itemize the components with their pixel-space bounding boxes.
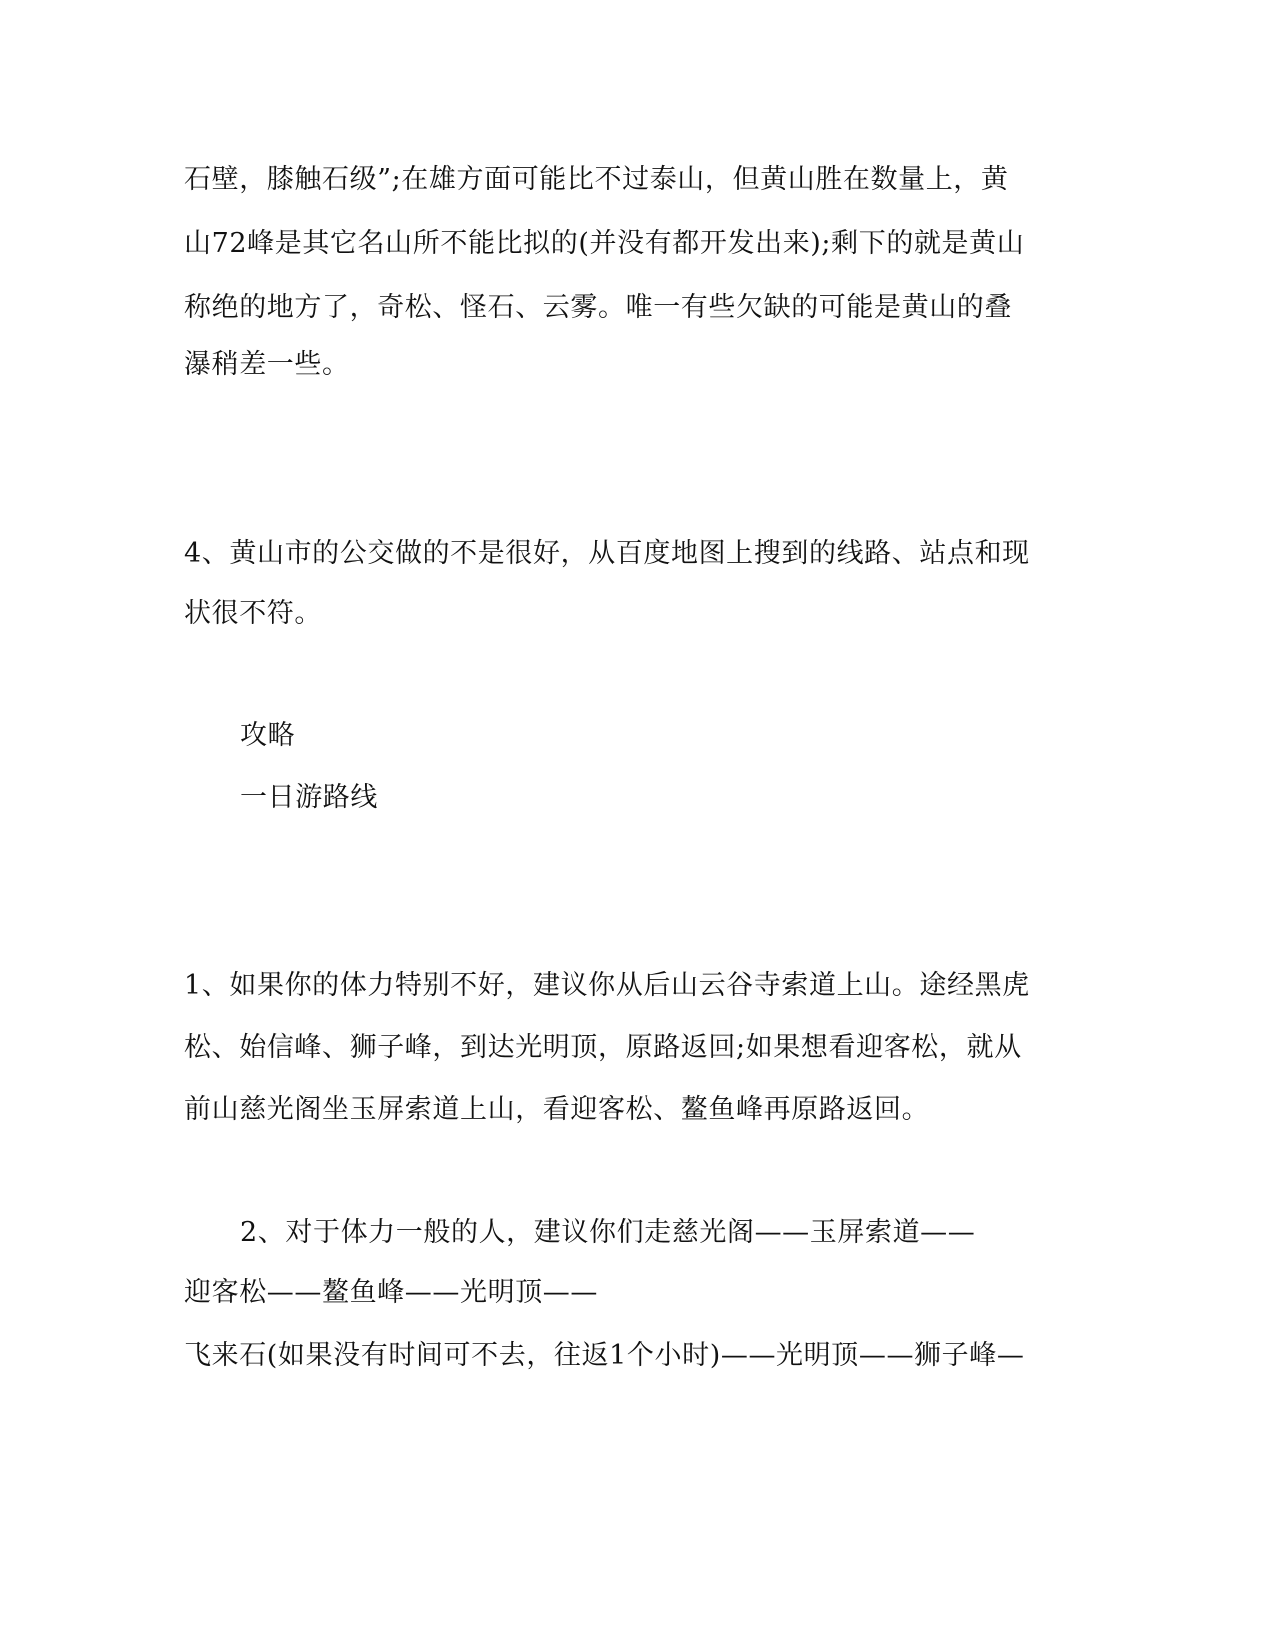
paragraph-line: 1、如果你的体力特别不好，建议你从后山云谷寺索道上山。途经黑虎 [184, 970, 1030, 1001]
paragraph-line: 石壁，膝触石级”;在雄方面可能比不过泰山，但黄山胜在数量上，黄 [184, 164, 1009, 195]
paragraph-line: 4、黄山市的公交做的不是很好，从百度地图上搜到的线路、站点和现 [184, 538, 1030, 569]
paragraph-line: 松、始信峰、狮子峰，到达光明顶，原路返回;如果想看迎客松，就从 [184, 1032, 1022, 1063]
paragraph-line: 称绝的地方了，奇松、怪石、云雾。唯一有些欠缺的可能是黄山的叠 [184, 292, 1012, 323]
paragraph-line: 瀑稍差一些。 [184, 349, 350, 380]
paragraph-line: 山72峰是其它名山所不能比拟的(并没有都开发出来);剩下的就是黄山 [184, 228, 1025, 259]
paragraph-line: 2、对于体力一般的人，建议你们走慈光阁——玉屏索道—— [240, 1217, 976, 1248]
paragraph-line: 飞来石(如果没有时间可不去，往返1个小时)——光明顶——狮子峰— [184, 1340, 1025, 1371]
paragraph-line: 迎客松——鳌鱼峰——光明顶—— [184, 1277, 598, 1308]
subsection-heading: 一日游路线 [240, 782, 378, 813]
paragraph-line: 前山慈光阁坐玉屏索道上山，看迎客松、鳌鱼峰再原路返回。 [184, 1094, 930, 1125]
section-heading: 攻略 [240, 720, 296, 751]
paragraph-line: 状很不符。 [184, 598, 322, 629]
